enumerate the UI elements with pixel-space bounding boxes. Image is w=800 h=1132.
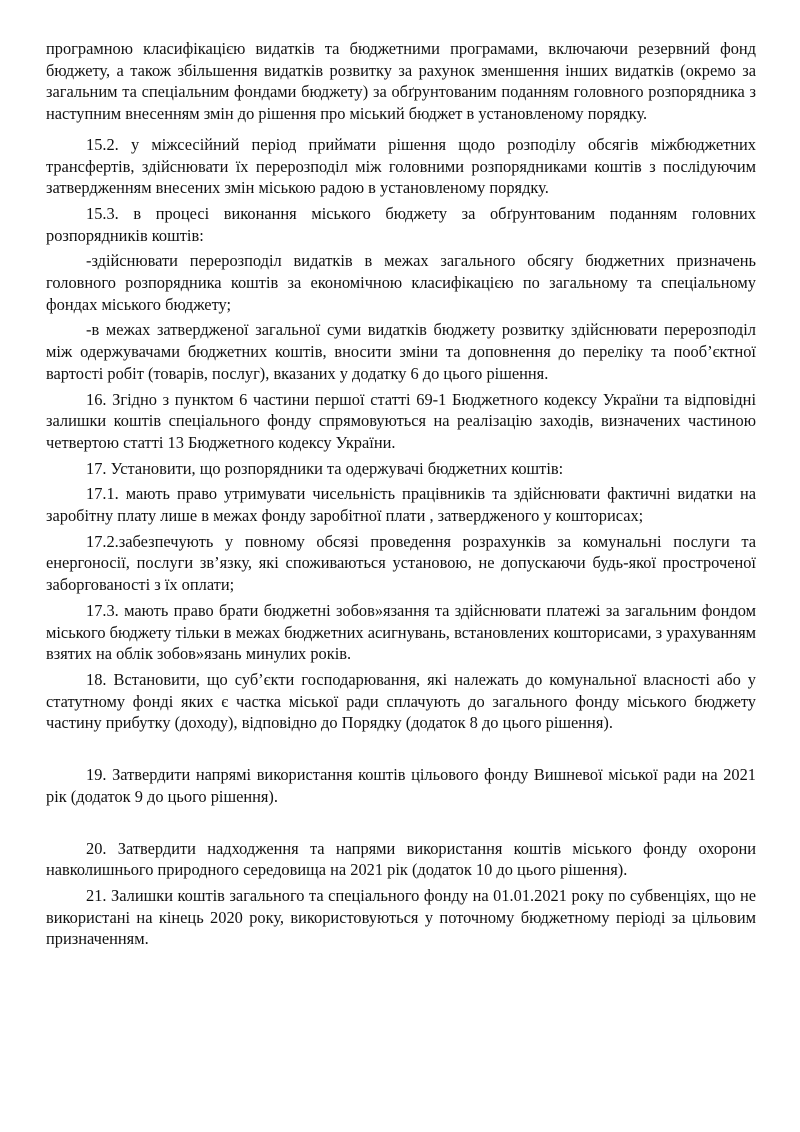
paragraph-21: 21. Залишки коштів загального та спеціального фонду на 01.01.2021 року по субвенціях, що не використані на кінець 2020 року, використовуються у поточному бюджетному періоді за цільовим призначенням. <box>46 885 756 949</box>
paragraph-16: 16. Згідно з пунктом 6 частини першої статті 69-1 Бюджетного кодексу України та відповідні залишки коштів спеціального фонду спрямовуються на реалізацію заходів, визначених частиною четвертою статті 13 Бюджетного кодексу України. <box>46 389 756 452</box>
paragraph-15-3-item-1: -здійснювати перерозподіл видатків в межах загального обсягу бюджетних призначень головного розпорядника коштів за економічною класифікацією по загальному та спеціальному фондах міського бюджету; <box>46 251 756 314</box>
paragraph-17-1: 17.1. мають право утримувати чисельність працівників та здійснювати фактичні видатки на заробітну плату лише в межах фонду заробітної плати , затвердженого у кошторисах; <box>46 484 756 526</box>
paragraph-17: 17. Установити, що розпорядники та одержувачі бюджетних коштів: <box>86 458 564 478</box>
paragraph-17-3: 17.3. мають право брати бюджетні зобов»язання та здійснювати платежі за загальним фондом міського бюджету тільки в межах бюджетних асигнувань, встановлених кошторисами, з урахуванням взятих на облік зобов»язань минулих років. <box>46 600 756 664</box>
paragraph-18: 18. Встановити, що суб’єкти господарювання, які належать до комунальної власності або у статутному фонді яких є частка міської ради сплачують до загального фонду міського бюджету частину прибутку (доходу), відповідно до Порядку (додаток 8 до цього рішення). <box>46 669 756 733</box>
paragraph-20: 20. Затвердити надходження та напрями використання коштів міського фонду охорони навколишнього природного середовища на 2021 рік (додаток 10 до цього рішення). <box>46 838 756 880</box>
paragraph-15-1-continued: програмною класифікацією видатків та бюджетними програмами, включаючи резервний фонд бюджету, а також збільшення видатків розвитку за рахунок зменшення інших видатків (окремо за загальним та спеціальним фондами бюджету) за обґрунтованим поданням головного розпорядника з наступним внесенням змін до рішення про міський бюджет в установленому порядку. <box>46 39 756 124</box>
document-page <box>46 38 756 950</box>
paragraph-19: 19. Затвердити напрямі використання коштів цільового фонду Вишневої міської ради на 2021 рік (додаток 9 до цього рішення). <box>46 765 756 806</box>
paragraph-15-3: 15.3. в процесі виконання міського бюджету за обґрунтованим поданням головних розпорядників коштів: <box>46 203 756 245</box>
paragraph-15-3-item-2: -в межах затвердженої загальної суми видатків бюджету розвитку здійснювати перерозподіл між одержувачами бюджетних коштів, вносити зміни та доповнення до переліку та пооб’єктної вартості робіт (товарів, послуг), вказаних у додатку 6 до цього рішення. <box>46 320 756 383</box>
paragraph-15-2: 15.2. у міжсесійний період приймати рішення щодо розподілу обсягів міжбюджетних трансфертів, здійснювати їх перерозподіл між головними розпорядниками коштів з послідуючим затвердженням внесених змін міською радою в установленому порядку. <box>46 134 756 198</box>
paragraph-17-2: 17.2.забезпечують у повному обсязі проведення розрахунків за комунальні послуги та енергоносії, послуги зв’язку, які споживаються установою, не допускаючи будь-якої простроченої заборгованості з їх оплати; <box>46 531 756 595</box>
